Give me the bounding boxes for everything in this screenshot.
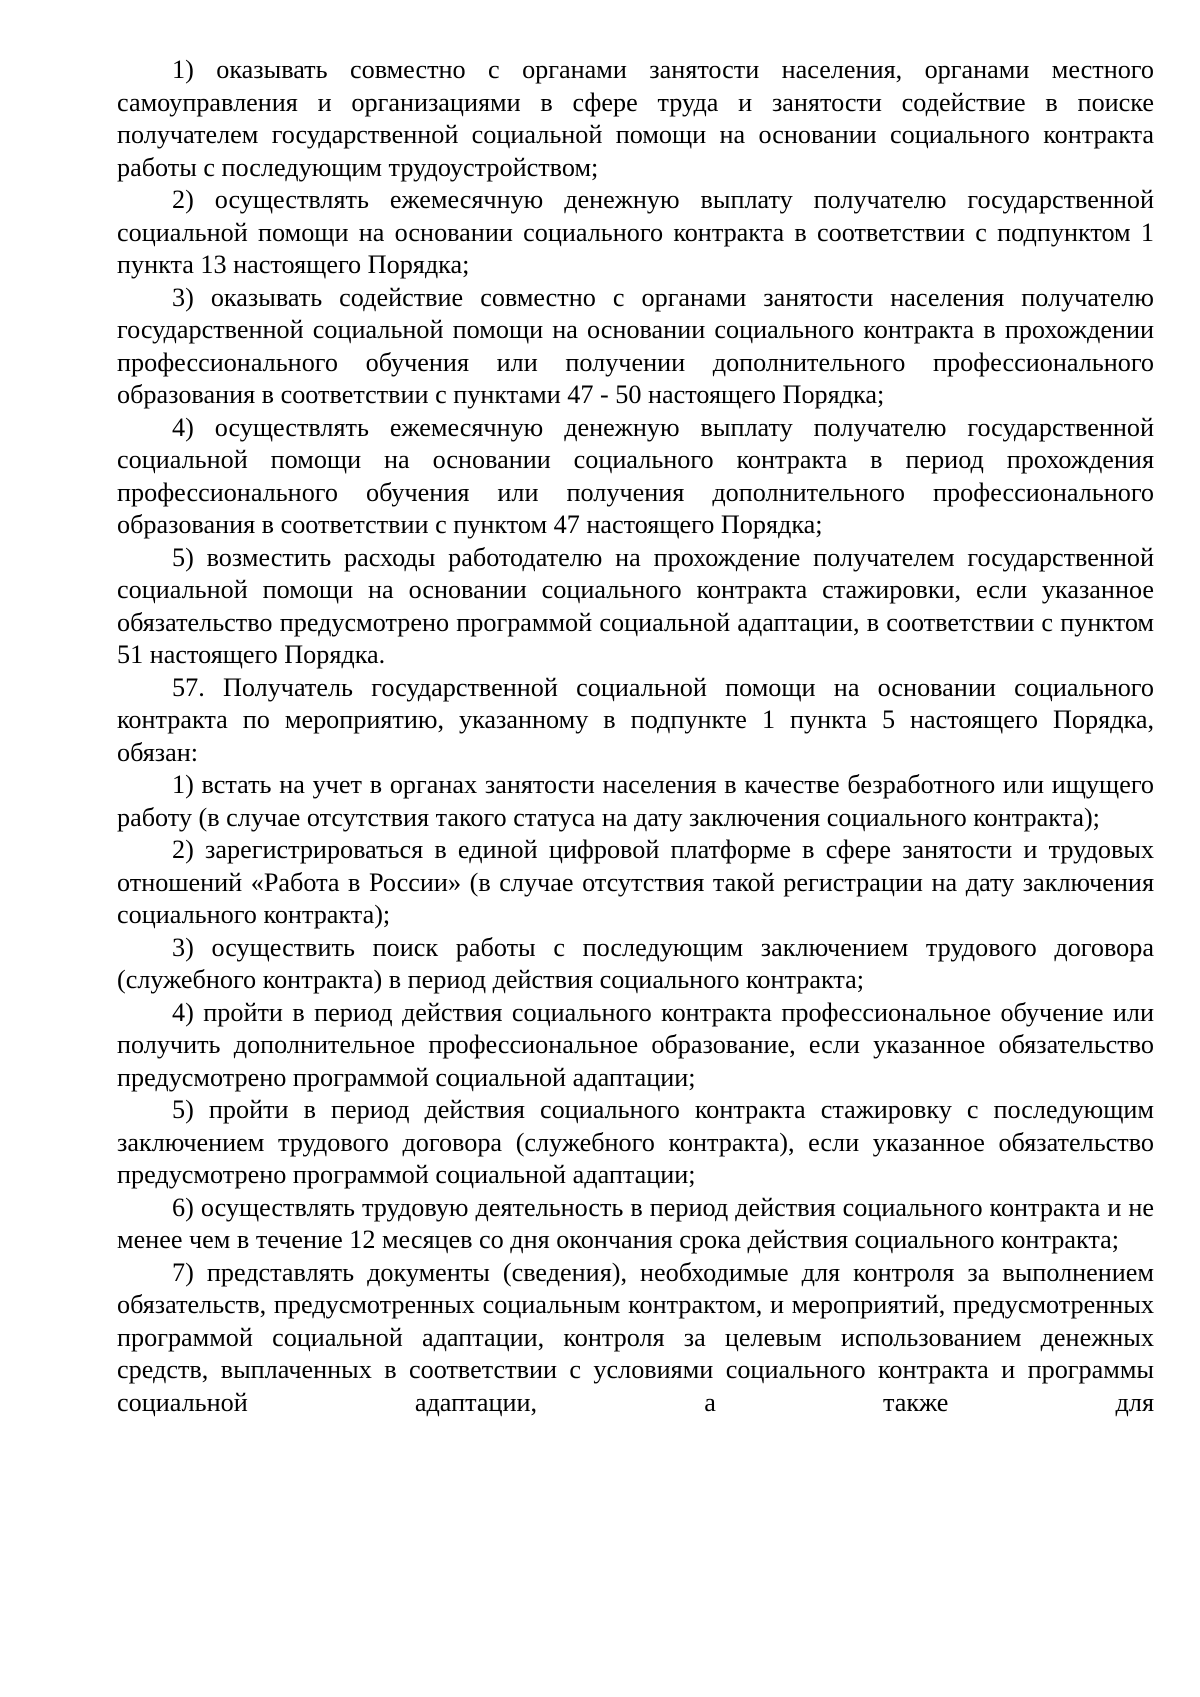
- document-body: [117, 54, 1154, 1419]
- paragraph-duty-3: 3) осуществить поиск работы с последующим заключением трудового договора (служебного контракта) в период действия социального контракта;: [117, 932, 1154, 994]
- paragraph-duty-7: 7) представлять документы (сведения), необходимые для контроля за выполнением обязательств, предусмотренных социальным контрактом, и мероприятий, предусмотренных программой социальной адаптации, контроля за целевым использованием денежных средств, выплаченных в соответствии с условиями социального контракта и программы социальной адаптации, а также для: [117, 1257, 1154, 1417]
- paragraph-duty-4: 4) пройти в период действия социального контракта профессиональное обучение или получить дополнительное профессиональное образование, если указанное обязательство предусмотрено программой социальной адаптации;: [117, 997, 1154, 1092]
- paragraph-obligation-4: 4) осуществлять ежемесячную денежную выплату получателю государственной социальной помощи на основании социального контракта в период прохождения профессионального обучения или получения дополнительного профессионального образования в соответствии с пунктом 47 настоящего Порядка;: [117, 412, 1154, 539]
- paragraph-duty-5: 5) пройти в период действия социального контракта стажировку с последующим заключением трудового договора (служебного контракта), если указанное обязательство предусмотрено программой социальной адаптации;: [117, 1095, 1154, 1189]
- paragraph-duty-1: 1) встать на учет в органах занятости населения в качестве безработного или ищущего работу (в случае отсутствия такого статуса на дату заключения социального контракта);: [117, 770, 1154, 832]
- paragraph-duty-2: 2) зарегистрироваться в единой цифровой платформе в сфере занятости и трудовых отношений «Работа в России» (в случае отсутствия такой регистрации на дату заключения социального контракта);: [117, 835, 1154, 929]
- paragraph-duty-6: 6) осуществлять трудовую деятельность в период действия социального контракта и не менее чем в течение 12 месяцев со дня окончания срока действия социального контракта;: [117, 1192, 1154, 1254]
- paragraph-obligation-2: 2) осуществлять ежемесячную денежную выплату получателю государственной социальной помощи на основании социального контракта в соответствии с подпунктом 1 пункта 13 настоящего Порядка;: [117, 185, 1154, 279]
- paragraph-obligation-3: 3) оказывать содействие совместно с органами занятости населения получателю государственной социальной помощи на основании социального контракта в прохождении профессионального обучения или получении дополнительного профессионального образования в соответствии с пунктами 47 - 50 настоящего Порядка;: [117, 282, 1154, 409]
- paragraph-clause-57: 57. Получатель государственной социальной помощи на основании социального контракта по мероприятию, указанному в подпункте 1 пункта 5 настоящего Порядка, обязан:: [117, 672, 1154, 767]
- paragraph-obligation-1: 1) оказывать совместно с органами занятости населения, органами местного самоуправления и организациями в сфере труда и занятости содействие в поиске получателем государственной социальной помощи на основании социального контракта работы с последующим трудоустройством;: [117, 55, 1154, 182]
- paragraph-obligation-5: 5) возместить расходы работодателю на прохождение получателем государственной социальной помощи на основании социального контракта стажировки, если указанное обязательство предусмотрено программой социальной адаптации, в соответствии с пунктом 51 настоящего Порядка.: [117, 542, 1154, 669]
